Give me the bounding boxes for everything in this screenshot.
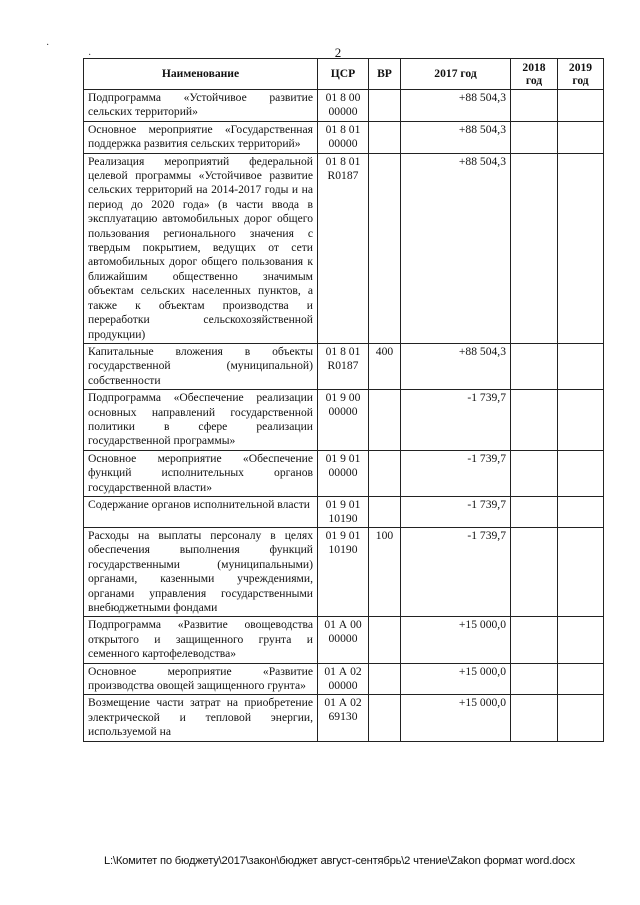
row-2018 [511,390,558,451]
row-2019 [558,450,604,496]
row-2017: +15 000,0 [401,663,511,695]
header-csr: ЦСР [318,59,369,90]
row-name: Основное мероприятие «Государственная поддержка развития сельских территорий» [84,121,318,153]
row-2019 [558,527,604,616]
row-2017: -1 739,7 [401,496,511,527]
row-vr [369,617,401,663]
row-vr [369,90,401,122]
table-row [84,663,604,695]
table-row [84,343,604,389]
row-name: Возмещение части затрат на приобретение электрической и тепловой энергии, используемой на [84,695,318,741]
row-2018 [511,695,558,741]
row-name: Капитальные вложения в объекты государственной (муниципальной) собственности [84,343,318,389]
table-row [84,390,604,451]
row-vr [369,695,401,741]
row-vr [369,663,401,695]
table-row [84,153,604,343]
row-csr: 01 9 00 00000 [318,390,369,451]
row-name: Подпрограмма «Устойчивое развитие сельских территорий» [84,90,318,122]
row-name: Подпрограмма «Обеспечение реализации основных направлений государственной политики в сфере реализации государственной программы» [84,390,318,451]
footer-file-path: L:\Комитет по бюджету\2017\закон\бюджет август-сентябрь\2 чтение\Zakon формат word.docx [104,855,575,867]
row-2019 [558,663,604,695]
row-2018 [511,90,558,122]
row-vr [369,450,401,496]
row-2018 [511,663,558,695]
budget-table [83,58,604,742]
row-2019 [558,343,604,389]
row-2018 [511,617,558,663]
row-2017: +88 504,3 [401,153,511,343]
row-csr: 01 8 00 00000 [318,90,369,122]
table-row [84,695,604,741]
row-2018 [511,153,558,343]
row-2018 [511,343,558,389]
row-csr: 01 8 01 00000 [318,121,369,153]
row-csr: 01 9 01 10190 [318,527,369,616]
table-row [84,527,604,616]
row-2018 [511,450,558,496]
row-2018 [511,496,558,527]
row-name: Основное мероприятие «Развитие производства овощей защищенного грунта» [84,663,318,695]
row-2019 [558,695,604,741]
table-row [84,90,604,122]
header-vr: ВР [369,59,401,90]
row-vr [369,390,401,451]
row-2018 [511,527,558,616]
row-vr [369,496,401,527]
scan-speck: · [88,50,92,61]
row-2017: +88 504,3 [401,90,511,122]
header-2018: 2018 год [511,59,558,90]
page-number: 2 [334,45,342,60]
header-2017: 2017 год [401,59,511,90]
row-csr: 01 А 00 00000 [318,617,369,663]
row-name: Основное мероприятие «Обеспечение функций исполнительных органов государственной власти» [84,450,318,496]
scan-speck: · [46,40,50,51]
row-2019 [558,390,604,451]
row-name: Расходы на выплаты персоналу в целях обеспечения выполнения функций государственными (муниципальными) органами, казенными учреждениями, органами управления государственными внебюджетными фондами [84,527,318,616]
row-2017: -1 739,7 [401,390,511,451]
row-vr: 100 [369,527,401,616]
row-2019 [558,121,604,153]
table-row [84,496,604,527]
header-2019: 2019 год [558,59,604,90]
row-csr: 01 А 02 69130 [318,695,369,741]
row-csr: 01 8 01 R0187 [318,343,369,389]
row-vr [369,121,401,153]
row-csr: 01 8 01 R0187 [318,153,369,343]
row-2017: +15 000,0 [401,695,511,741]
row-2019 [558,617,604,663]
row-2018 [511,121,558,153]
table-row [84,121,604,153]
row-csr: 01 А 02 00000 [318,663,369,695]
table-row [84,450,604,496]
table-header-row [84,59,604,90]
row-csr: 01 9 01 00000 [318,450,369,496]
row-2017: -1 739,7 [401,450,511,496]
header-name: Наименование [84,59,318,90]
row-name: Подпрограмма «Развитие овощеводства открытого и защищенного грунта и семенного картофелеводства» [84,617,318,663]
row-2017: +88 504,3 [401,121,511,153]
row-2019 [558,90,604,122]
row-2017: -1 739,7 [401,527,511,616]
table-row [84,617,604,663]
row-vr: 400 [369,343,401,389]
row-name: Содержание органов исполнительной власти [84,496,318,527]
row-name: Реализация мероприятий федеральной целевой программы «Устойчивое развитие сельских территорий на 2014-2017 годы и на период до 2020 года» (в части ввода в эксплуатацию автомобильных дорог общего пользования регионального значения с твердым покрытием, ведущих от сети автомобильных дорог общего пользования к ближайшим общественно значимым объектам сельских населенных пунктов, а также к объектам производства и переработки сельскохозяйственной продукции) [84,153,318,343]
row-csr: 01 9 01 10190 [318,496,369,527]
row-2019 [558,496,604,527]
row-2019 [558,153,604,343]
row-2017: +88 504,3 [401,343,511,389]
row-vr [369,153,401,343]
row-2017: +15 000,0 [401,617,511,663]
